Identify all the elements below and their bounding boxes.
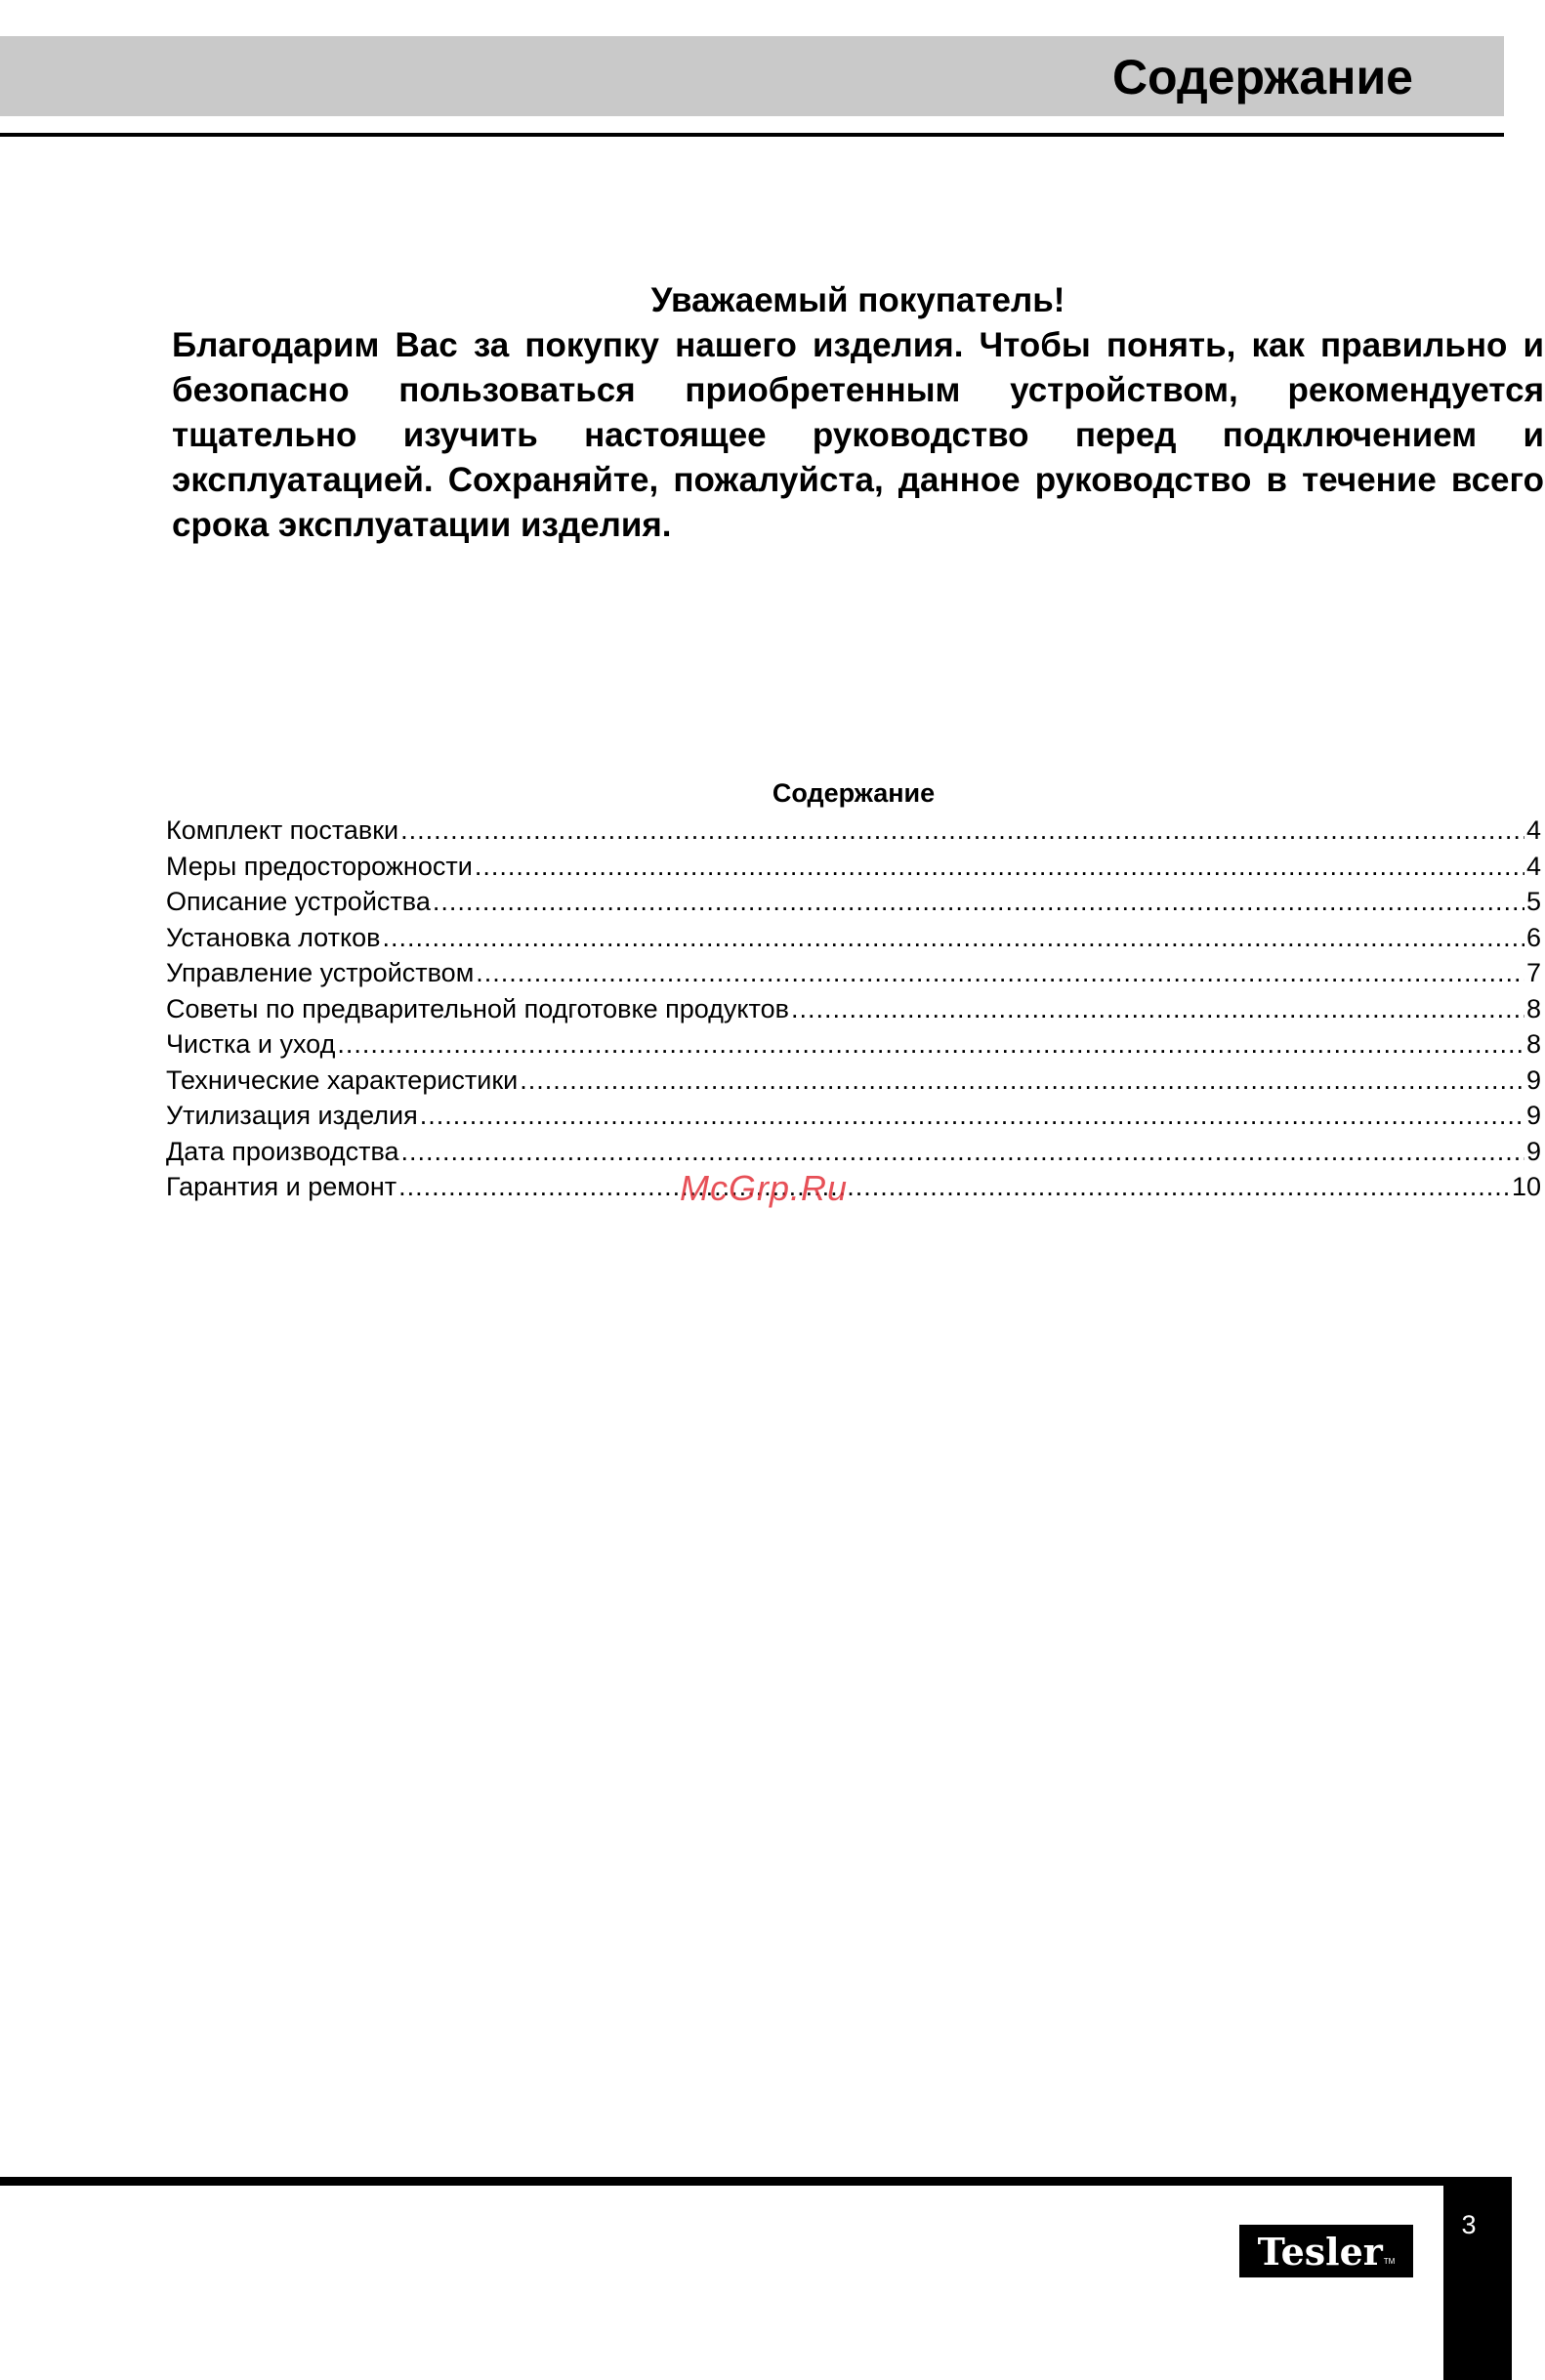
toc-item-page: 9 xyxy=(1525,1136,1541,1166)
toc-item-page: 4 xyxy=(1525,851,1541,881)
logo-trademark: TM xyxy=(1383,2257,1396,2266)
toc-item-page: 6 xyxy=(1525,922,1541,952)
toc-item-label: Комплект поставки xyxy=(166,815,399,845)
toc-item-page: 8 xyxy=(1525,993,1541,1023)
toc-item-precautions[interactable] xyxy=(166,849,1541,885)
greeting-block xyxy=(172,278,1544,548)
tesler-logo xyxy=(1236,2222,1416,2280)
toc-item-trays[interactable] xyxy=(166,920,1541,956)
toc-item-label: Технические характеристики xyxy=(166,1065,519,1095)
toc-item-label: Дата производства xyxy=(166,1136,399,1166)
toc-leader xyxy=(475,849,1524,884)
header-divider xyxy=(0,133,1504,137)
toc-item-page: 5 xyxy=(1525,887,1541,916)
toc-leader xyxy=(791,991,1524,1026)
toc-item-control[interactable] xyxy=(166,955,1541,991)
toc-leader xyxy=(476,955,1524,990)
toc-item-page: 9 xyxy=(1525,1065,1541,1095)
toc-item-page: 7 xyxy=(1525,958,1541,987)
toc-leader xyxy=(337,1026,1524,1062)
table-of-contents xyxy=(166,775,1541,1205)
toc-item-label: Советы по предварительной подготовке продуктов xyxy=(166,993,789,1023)
toc-item-page: 4 xyxy=(1525,815,1541,845)
greeting-title: Уважаемый покупатель! xyxy=(650,281,1065,319)
toc-item-label: Чистка и уход xyxy=(166,1029,336,1059)
toc-item-tips[interactable] xyxy=(166,991,1541,1027)
logo-text: Tesler xyxy=(1257,2229,1383,2274)
toc-leader xyxy=(382,920,1524,955)
page-number: 3 xyxy=(1461,2210,1477,2239)
toc-item-label: Управление устройством xyxy=(166,958,475,987)
toc-item-page: 9 xyxy=(1525,1101,1541,1130)
toc-title: Содержание xyxy=(772,778,936,808)
toc-item-page: 10 xyxy=(1511,1172,1541,1201)
footer-divider xyxy=(0,2177,1512,2186)
toc-item-cleaning[interactable] xyxy=(166,1026,1541,1063)
toc-leader xyxy=(433,884,1524,919)
toc-item-label: Установка лотков xyxy=(166,922,381,952)
toc-item-specs[interactable] xyxy=(166,1063,1541,1099)
toc-item-disposal[interactable] xyxy=(166,1098,1541,1134)
toc-item-label: Описание устройства xyxy=(166,887,431,916)
page-title: Содержание xyxy=(1111,50,1413,104)
toc-item-label: Меры предосторожности xyxy=(166,851,473,881)
toc-leader xyxy=(398,1169,1510,1204)
toc-item-warranty[interactable] xyxy=(166,1169,1541,1205)
toc-item-page: 8 xyxy=(1525,1029,1541,1059)
toc-item-label: Утилизация изделия xyxy=(166,1101,418,1130)
toc-item-kit[interactable] xyxy=(166,813,1541,849)
toc-leader xyxy=(420,1098,1524,1133)
toc-item-description[interactable] xyxy=(166,884,1541,920)
toc-leader xyxy=(400,813,1524,848)
toc-item-production-date[interactable] xyxy=(166,1134,1541,1170)
toc-leader xyxy=(401,1134,1524,1169)
toc-item-label: Гарантия и ремонт xyxy=(166,1172,397,1201)
greeting-body: Благодарим Вас за покупку нашего изделия. Чтобы понять, как правильно и безопасно пользоваться приобретенным устройством, рекомендуется тщательно изучить настоящее руководство перед подключением и эксплуатацией. Сохраняйте, пожалуйста, данное руководство в течение всего срока эксплуатации изделия. xyxy=(172,326,1544,544)
watermark: McGrp.Ru xyxy=(680,1168,849,1208)
toc-leader xyxy=(520,1063,1524,1098)
page-tab xyxy=(1443,2177,1512,2380)
